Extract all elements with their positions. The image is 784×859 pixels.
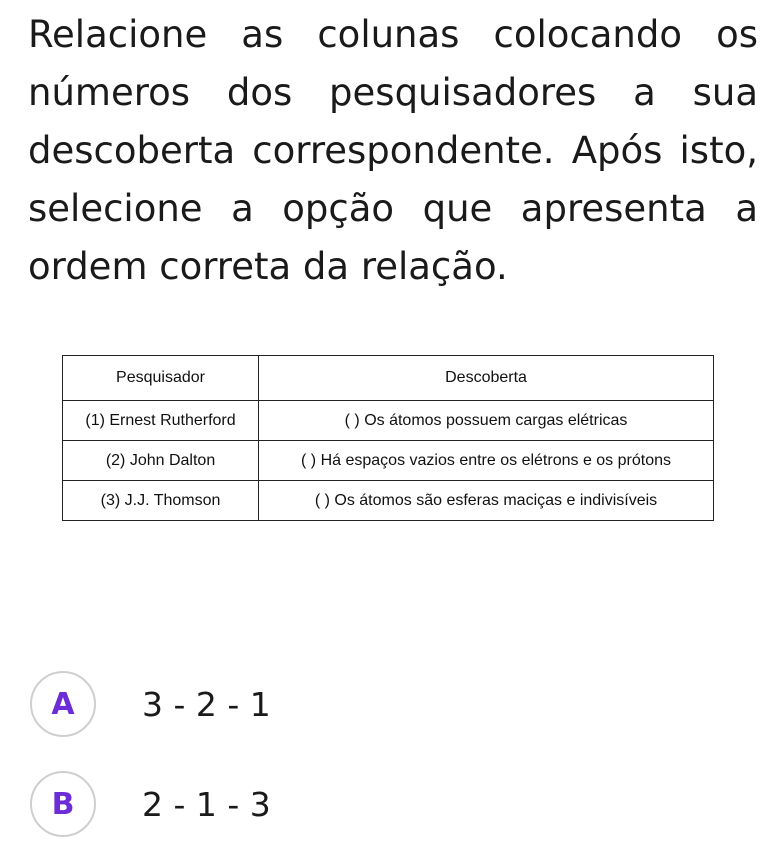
answer-option-a[interactable] (30, 668, 430, 740)
discovery-cell: ( ) Há espaços vazios entre os elétrons e os prótons (259, 441, 714, 481)
option-letter-badge: A (30, 671, 96, 737)
researcher-cell: (1) Ernest Rutherford (63, 401, 259, 441)
header-discovery: Descoberta (259, 356, 714, 401)
researcher-cell: (2) John Dalton (63, 441, 259, 481)
table-row (63, 441, 714, 481)
relation-table (62, 355, 714, 521)
option-letter-badge: B (30, 771, 96, 837)
table-row (63, 401, 714, 441)
table-row (63, 481, 714, 521)
answer-option-b[interactable] (30, 768, 430, 840)
discovery-cell: ( ) Os átomos são esferas maciças e indivisíveis (259, 481, 714, 521)
option-text: 2 - 1 - 3 (142, 784, 271, 824)
researcher-cell: (3) J.J. Thomson (63, 481, 259, 521)
header-researcher: Pesquisador (63, 356, 259, 401)
table-header-row (63, 356, 714, 401)
discovery-cell: ( ) Os átomos possuem cargas elétricas (259, 401, 714, 441)
question-text: Relacione as colunas colocando os números dos pesquisadores a sua descoberta correspondente. Após isto, selecione a opção que apresenta a ordem correta da relação. (28, 13, 758, 288)
option-text: 3 - 2 - 1 (142, 684, 271, 724)
